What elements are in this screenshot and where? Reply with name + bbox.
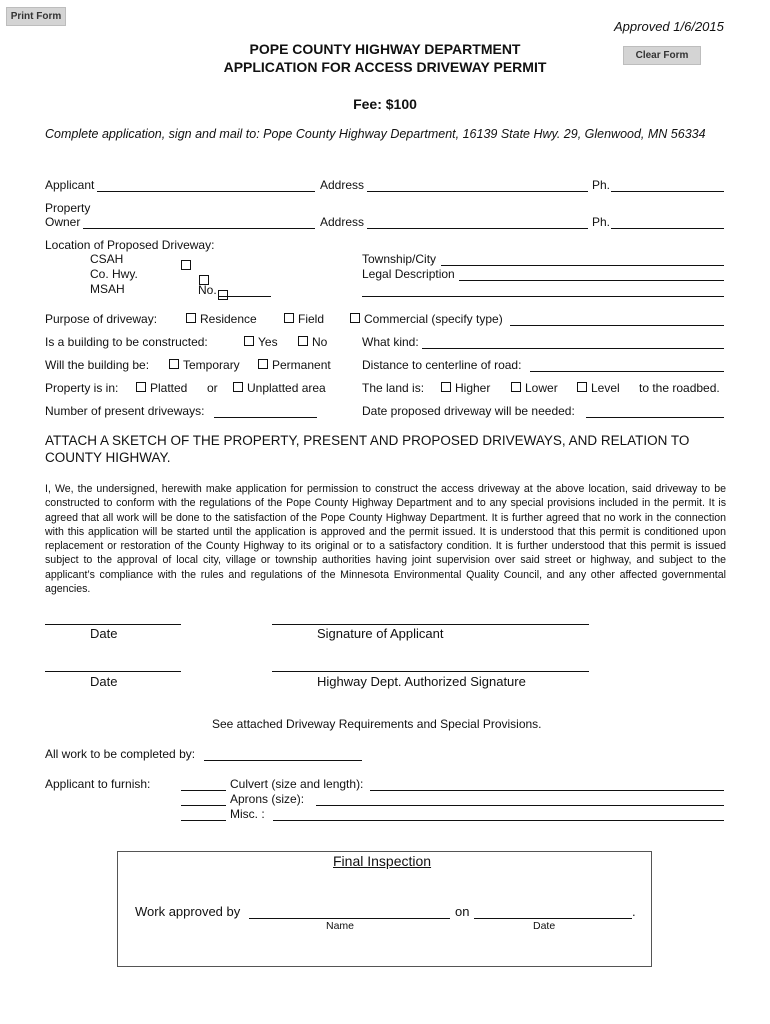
land-is-label: The land is: — [362, 381, 425, 395]
permanent-option[interactable]: Permanent — [258, 358, 331, 372]
building-label: Is a building to be constructed: — [45, 335, 208, 349]
no-checkbox[interactable] — [298, 336, 308, 346]
higher-checkbox[interactable] — [441, 382, 451, 392]
field-checkbox[interactable] — [284, 313, 294, 323]
will-building-label: Will the building be: — [45, 358, 150, 372]
clear-form-button[interactable]: Clear Form — [623, 46, 701, 65]
page-title-line1: POPE COUNTY HIGHWAY DEPARTMENT — [249, 41, 521, 57]
commercial-checkbox[interactable] — [350, 313, 360, 323]
agreement-paragraph: I, We, the undersigned, herewith make application for permission to construct the access driveway at the above location, said driveway to be constructed to conform with the regulations of the Pope County Highway Department and to any special provisions included in the permit. It is agreed that all work will be done to the satisfaction of the Pope County Highway Department. It is further agreed that no work in the connection with this application will be started until the application is approved and the permit issued. It is understood that this permit is conditioned upon replacement or restoration of the County Highway to its original or to a satisfactory condition. It is further understood that this permit is issued subject to the approval of local city, village or township authorities having joint supervision over said street or highway, and subject to the applicant’s compliance with the rules and regulations of the Minnesota Environmental Quality Council, and any other affected governmental agencies. — [45, 483, 726, 596]
distance-input[interactable] — [530, 371, 724, 372]
commercial-option[interactable]: Commercial (specify type) — [350, 312, 503, 326]
distance-label: Distance to centerline of road: — [362, 358, 522, 372]
applicant-label: Applicant — [45, 178, 95, 192]
what-kind-input[interactable] — [422, 348, 724, 349]
no-label: No. — [198, 283, 217, 297]
level-option[interactable]: Level — [577, 381, 620, 395]
final-period: . — [632, 904, 636, 919]
msah-label: MSAH — [90, 282, 125, 296]
misc-label: Misc. : — [230, 807, 265, 821]
owner-input[interactable] — [83, 228, 315, 229]
property-label: Property — [45, 201, 91, 215]
completed-by-label: All work to be completed by: — [45, 747, 196, 761]
level-checkbox[interactable] — [577, 382, 587, 392]
legal-description-input[interactable] — [459, 280, 724, 281]
township-input[interactable] — [441, 265, 724, 266]
to-roadbed-label: to the roadbed. — [639, 381, 720, 395]
approved-date: Approved 1/6/2015 — [614, 19, 724, 34]
unplatted-checkbox[interactable] — [233, 382, 243, 392]
completed-by-input[interactable] — [204, 760, 362, 761]
date-line-1[interactable] — [45, 624, 181, 625]
township-label: Township/City — [362, 252, 437, 266]
mail-instruction: Complete application, sign and mail to: Pope County Highway Department, 16139 State Hwy. 29, Glenwood, MN 56334 — [45, 127, 706, 141]
applicant-signature-line[interactable] — [272, 624, 589, 625]
lower-option[interactable]: Lower — [511, 381, 558, 395]
applicant-phone-input[interactable] — [611, 191, 724, 192]
culvert-check-line[interactable] — [181, 790, 226, 791]
csah-label: CSAH — [90, 252, 124, 266]
applicant-signature-label: Signature of Applicant — [317, 626, 444, 641]
csah-checkbox[interactable] — [181, 260, 191, 270]
phone-label: Ph. — [592, 178, 611, 192]
name-caption: Name — [326, 920, 355, 932]
date-line-2[interactable] — [45, 671, 181, 672]
permanent-checkbox[interactable] — [258, 359, 268, 369]
location-label: Location of Proposed Driveway: — [45, 238, 215, 252]
owner-label: Owner — [45, 215, 81, 229]
approved-by-name-input[interactable] — [249, 918, 450, 919]
misc-input[interactable] — [273, 820, 724, 821]
on-label: on — [455, 904, 470, 919]
fee-label: Fee: $100 — [353, 96, 417, 112]
owner-address-label: Address — [320, 215, 365, 229]
misc-check-line[interactable] — [181, 820, 226, 821]
msah-checkbox[interactable] — [218, 290, 228, 300]
legal-description-input-2[interactable] — [362, 296, 724, 297]
purpose-label: Purpose of driveway: — [45, 312, 158, 326]
temporary-option[interactable]: Temporary — [169, 358, 240, 372]
field-option[interactable]: Field — [284, 312, 324, 326]
temporary-checkbox[interactable] — [169, 359, 179, 369]
property-in-label: Property is in: — [45, 381, 119, 395]
date-needed-input[interactable] — [586, 417, 724, 418]
aprons-input[interactable] — [316, 805, 724, 806]
higher-option[interactable]: Higher — [441, 381, 490, 395]
no-input[interactable] — [218, 296, 271, 297]
legal-description-label: Legal Description — [362, 267, 455, 281]
commercial-type-input[interactable] — [510, 325, 724, 326]
highway-signature-label: Highway Dept. Authorized Signature — [317, 674, 526, 689]
page-title-line2: APPLICATION FOR ACCESS DRIVEWAY PERMIT — [223, 59, 547, 75]
num-driveways-input[interactable] — [214, 417, 317, 418]
culvert-input[interactable] — [370, 790, 724, 791]
attach-sketch-notice: ATTACH A SKETCH OF THE PROPERTY, PRESENT AND PROPOSED DRIVEWAYS, AND RELATION TO COUNTY HIGHWAY. — [45, 433, 690, 465]
cohwy-label: Co. Hwy. — [90, 267, 138, 281]
date-label-2: Date — [90, 674, 118, 689]
lower-checkbox[interactable] — [511, 382, 521, 392]
aprons-label: Aprons (size): — [230, 792, 305, 806]
num-driveways-label: Number of present driveways: — [45, 404, 205, 418]
owner-phone-label: Ph. — [592, 215, 611, 229]
platted-checkbox[interactable] — [136, 382, 146, 392]
aprons-check-line[interactable] — [181, 805, 226, 806]
unplatted-option[interactable]: Unplatted area — [233, 381, 326, 395]
date-caption: Date — [533, 920, 556, 932]
approved-date-input[interactable] — [474, 918, 632, 919]
applicant-input[interactable] — [97, 191, 315, 192]
yes-checkbox[interactable] — [244, 336, 254, 346]
highway-signature-line[interactable] — [272, 671, 589, 672]
address-label: Address — [320, 178, 365, 192]
print-form-button[interactable]: Print Form — [6, 7, 66, 26]
or-label: or — [207, 381, 218, 395]
culvert-label: Culvert (size and length): — [230, 777, 364, 791]
see-attached-note: See attached Driveway Requirements and Special Provisions. — [212, 717, 542, 731]
furnish-label: Applicant to furnish: — [45, 777, 151, 791]
building-no-option[interactable]: No — [298, 335, 327, 349]
owner-address-input[interactable] — [367, 228, 588, 229]
platted-option[interactable]: Platted — [136, 381, 187, 395]
final-inspection-title: Final Inspection — [333, 853, 432, 869]
residence-checkbox[interactable] — [186, 313, 196, 323]
residence-option[interactable]: Residence — [186, 312, 257, 326]
work-approved-label: Work approved by — [135, 904, 241, 919]
owner-phone-input[interactable] — [611, 228, 724, 229]
building-yes-option[interactable]: Yes — [244, 335, 278, 349]
date-needed-label: Date proposed driveway will be needed: — [362, 404, 575, 418]
applicant-address-input[interactable] — [367, 191, 588, 192]
date-label-1: Date — [90, 626, 118, 641]
what-kind-label: What kind: — [362, 335, 419, 349]
